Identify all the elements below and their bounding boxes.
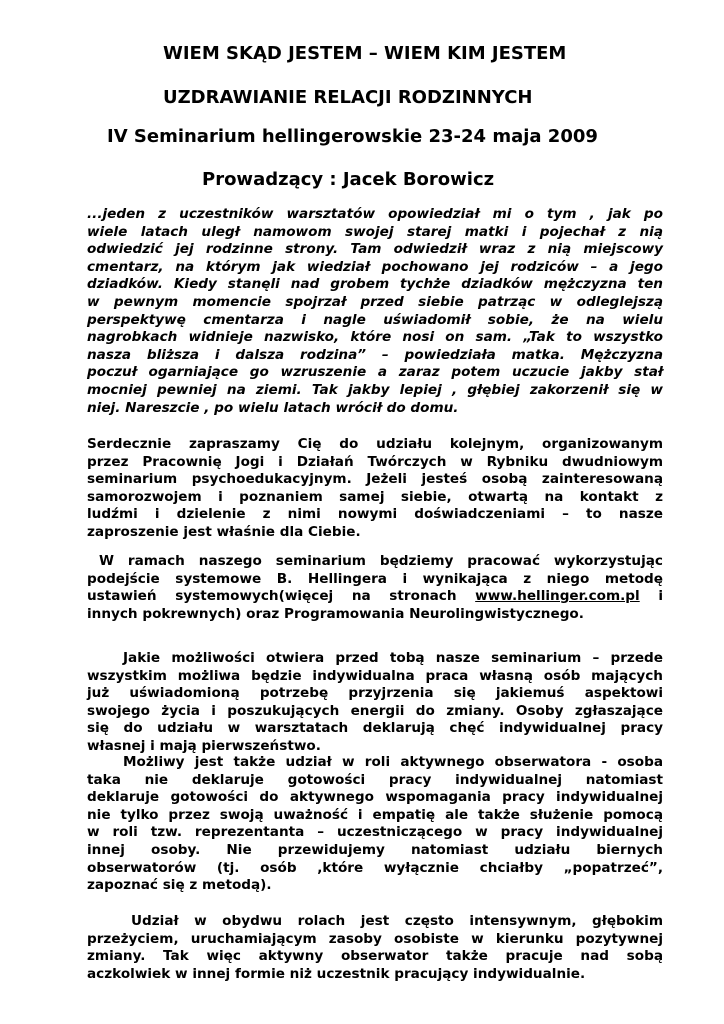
participation-line: przeżyciem, uruchamiającym zasoby osobiste w kierunku pozytywnej bbox=[87, 930, 663, 947]
method-line-text: i bbox=[639, 588, 663, 605]
title-line-1: WIEM SKĄD JESTEM – WIEM KIM JESTEM bbox=[163, 43, 567, 64]
method-line: podejście systemowe B. Hellingera i wynikająca z niego metodę bbox=[87, 570, 663, 587]
possibilities-line: własnej i mają pierwszeństwo. bbox=[87, 737, 321, 754]
method-line bbox=[87, 588, 663, 606]
observer-line: deklaruje gotowości do aktywnego wspomagania pracy indywidualnej bbox=[87, 789, 663, 806]
invitation-line: przez Pracownię Jogi i Działań Twórczych w Rybniku dwudniowym bbox=[87, 453, 663, 470]
title-line-2: UZDRAWIANIE RELACJI RODZINNYCH bbox=[163, 87, 533, 108]
observer-line: w roli tzw. reprezentanta – uczestniczącego w pracy indywidualnej bbox=[87, 824, 663, 841]
invitation-line: seminarium psychoedukacyjnym. Jeżeli jesteś osobą zainteresowaną bbox=[87, 471, 663, 488]
participation-paragraph bbox=[87, 913, 663, 983]
story-paragraph bbox=[87, 206, 663, 417]
invitation-line: zaproszenie jest właśnie dla Ciebie. bbox=[87, 523, 361, 540]
participation-line: zmiany. Tak więc aktywny obserwator także pracuje nad sobą bbox=[87, 948, 663, 965]
invitation-line: ludźmi i dzielenie z nimi nowymi doświadczeniami – to nasze bbox=[87, 506, 663, 523]
story-line: ...jeden z uczestników warsztatów opowiedział mi o tym , jak po bbox=[87, 206, 663, 222]
story-line: perspektywę cmentarza i nagle uświadomił sobie, że na wielu bbox=[87, 311, 663, 328]
observer-line: Możliwy jest także udział w roli aktywnego obserwatora - osoba bbox=[123, 754, 663, 770]
observer-paragraph bbox=[87, 754, 663, 895]
story-line: nagrobkach widnieje nazwisko, które nosi on sam. „Tak to wszystko bbox=[87, 329, 663, 346]
possibilities-paragraph bbox=[87, 650, 663, 756]
method-line: innych pokrewnych) oraz Programowania Neurolingwistycznego. bbox=[87, 605, 584, 622]
method-line-text: ustawień systemowych(więcej na stronach bbox=[87, 588, 476, 605]
method-line: W ramach naszego seminarium będziemy pracować wykorzystując bbox=[99, 553, 663, 569]
story-line: cmentarz, na którym jak wiedział pochowano jej rodziców – a jego bbox=[87, 258, 663, 275]
title-line-3: IV Seminarium hellingerowskie 23-24 maja 2009 bbox=[107, 126, 598, 147]
observer-line: zapoznać się z metodą). bbox=[87, 877, 272, 894]
story-line: niej. Nareszcie , po wielu latach wrócił do domu. bbox=[87, 399, 459, 416]
possibilities-line: się do udziału w warsztatach deklarują chęć indywidualnej pracy bbox=[87, 720, 663, 737]
story-line: mocniej pewniej na ziemi. Tak jakby lepiej , głębiej zakorzenił się w bbox=[87, 381, 663, 398]
hellinger-website-link[interactable]: www.hellinger.com.pl bbox=[475, 588, 640, 605]
invitation-line: Serdecznie zapraszamy Cię do udziału kolejnym, organizowanym bbox=[87, 436, 663, 452]
invitation-paragraph bbox=[87, 436, 663, 542]
observer-line: obserwatorów (tj. osób ,które wyłącznie chciałby „popatrzeć”, bbox=[87, 859, 663, 876]
participation-line: Udział w obydwu rolach jest często intensywnym, głębokim bbox=[131, 913, 663, 929]
observer-line: taka nie deklaruje gotowości pracy indywidualnej natomiast bbox=[87, 771, 663, 788]
story-line: nasza bliższa i dalsza rodzina” – powiedziała matka. Mężczyzna bbox=[87, 346, 663, 363]
invitation-line: samorozwojem i poznaniem samej siebie, otwartą na kontakt z bbox=[87, 488, 663, 505]
story-line: odwiedzić jej rodzinne strony. Tam odwiedził wraz z nią miejscowy bbox=[87, 241, 663, 258]
possibilities-line: już uświadomioną potrzebę przyjrzenia się jakiemuś aspektowi bbox=[87, 685, 663, 702]
story-line: w pewnym momencie spojrzał przed siebie patrząc w odleglejszą bbox=[87, 293, 663, 310]
observer-line: innej osoby. Nie przewidujemy natomiast udziału biernych bbox=[87, 841, 663, 858]
possibilities-line: Jakie możliwości otwiera przed tobą nasze seminarium – przede bbox=[123, 650, 663, 666]
possibilities-line: wszystkim możliwa będzie indywidualna praca własną osób mających bbox=[87, 667, 663, 684]
story-line: poczuł ogarniające go wzruszenie a zaraz potem uczucie jakby stał bbox=[87, 364, 663, 381]
story-line: wiele latach uległ namowom swojej starej matki i pojechał z nią bbox=[87, 223, 663, 240]
story-line: dziadków. Kiedy stanęli nad grobem tychże dziadków mężczyzna ten bbox=[87, 276, 663, 293]
participation-line: aczkolwiek w innej formie niż uczestnik pracujący indywidualnie. bbox=[87, 965, 586, 982]
possibilities-line: swojego życia i poszukujących energii do zmiany. Osoby zgłaszające bbox=[87, 702, 663, 719]
method-paragraph bbox=[87, 553, 663, 623]
title-line-4: Prowadzący : Jacek Borowicz bbox=[202, 169, 495, 190]
observer-line: nie tylko przez swoją uważność i empatię ale także służenie pomocą bbox=[87, 806, 663, 823]
